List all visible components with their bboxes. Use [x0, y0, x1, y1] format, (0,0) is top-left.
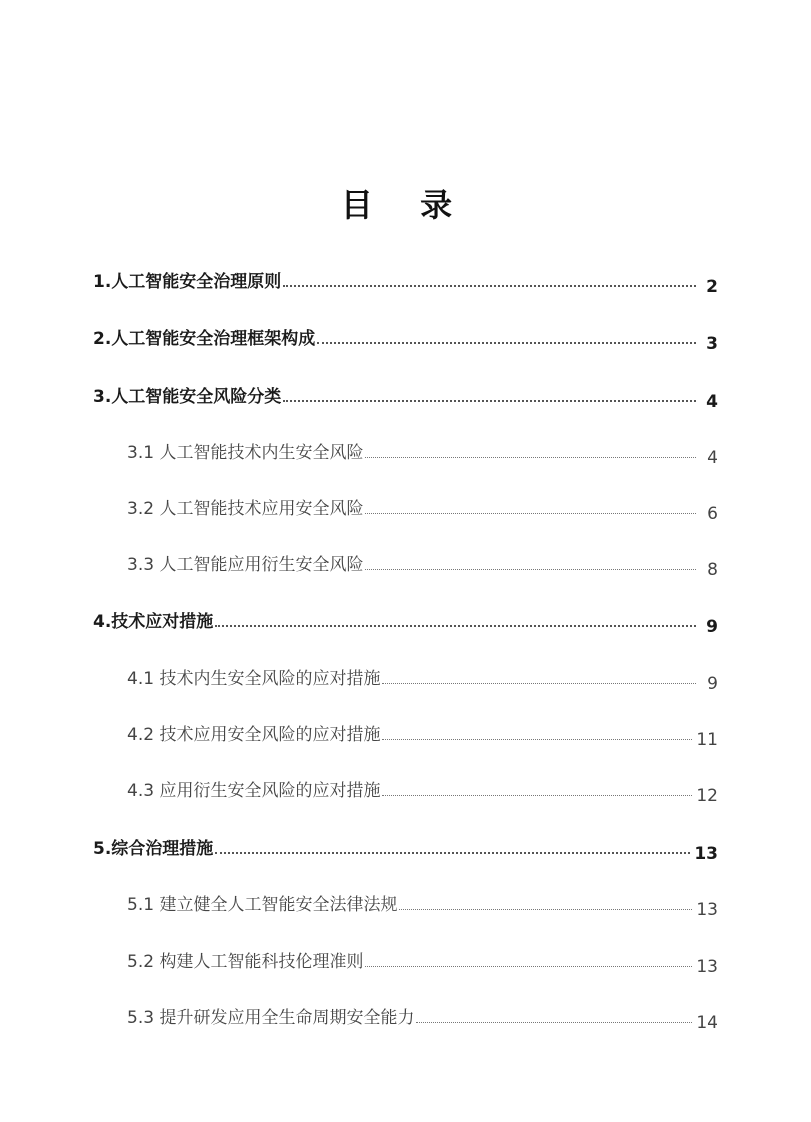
toc-entry-label: 5.3 提升研发应用全生命周期安全能力 [127, 1008, 415, 1028]
toc-entry-label: 4.3 应用衍生安全风险的应对措施 [127, 781, 381, 801]
toc-entry-2[interactable] [93, 321, 718, 354]
toc-leader-dots [317, 342, 696, 344]
toc-entry-page: 13 [694, 844, 718, 864]
toc-entry-label: 4.2 技术应用安全风险的应对措施 [127, 725, 381, 745]
toc-entry-label: 3.3 人工智能应用衍生安全风险 [127, 555, 364, 575]
toc-leader-dots [382, 739, 692, 740]
toc-leader-dots [365, 513, 696, 514]
toc-entry-label: 5.2 构建人工智能科技伦理准则 [127, 952, 364, 972]
toc-entry-5-3[interactable] [127, 1000, 718, 1033]
toc-entry-page: 14 [696, 1013, 718, 1033]
toc-entry-page: 2 [706, 277, 718, 297]
toc-entry-label: 4.技术应对措施 [93, 612, 214, 632]
toc-entry-1[interactable] [93, 264, 718, 297]
toc-entry-3-2[interactable] [127, 491, 718, 524]
toc-entry-page: 9 [706, 617, 718, 637]
toc-leader-dots [365, 569, 696, 570]
toc-entry-3-1[interactable] [127, 435, 718, 468]
toc-entry-page: 12 [696, 786, 718, 806]
toc-entry-5-2[interactable] [127, 944, 718, 977]
toc-entry-4-2[interactable] [127, 717, 718, 750]
toc-entry-3-3[interactable] [127, 547, 718, 580]
page-title: 目 录 [340, 186, 471, 224]
toc-entry-page: 8 [707, 560, 718, 580]
toc-entry-page: 13 [696, 900, 718, 920]
toc-entry-label: 1.人工智能安全治理原则 [93, 272, 282, 292]
toc-leader-dots [382, 683, 696, 684]
toc-entry-4-3[interactable] [127, 773, 718, 806]
toc-entry-page: 11 [696, 730, 718, 750]
toc-leader-dots [399, 909, 692, 910]
toc-entry-label: 4.1 技术内生安全风险的应对措施 [127, 669, 381, 689]
toc-leader-dots [365, 966, 692, 967]
toc-entry-page: 4 [707, 448, 718, 468]
toc-entry-label: 3.人工智能安全风险分类 [93, 387, 282, 407]
toc-entry-label: 5.综合治理措施 [93, 839, 214, 859]
toc-entry-4[interactable] [93, 604, 718, 637]
toc-entry-4-1[interactable] [127, 661, 718, 694]
toc-leader-dots [215, 625, 696, 627]
toc-leader-dots [382, 795, 692, 796]
toc-entry-3[interactable] [93, 379, 718, 412]
toc-entry-page: 6 [707, 504, 718, 524]
toc-entry-label: 2.人工智能安全治理框架构成 [93, 329, 316, 349]
toc-entry-5-1[interactable] [127, 887, 718, 920]
toc-entry-page: 13 [696, 957, 718, 977]
toc-entry-label: 3.1 人工智能技术内生安全风险 [127, 443, 364, 463]
toc-leader-dots [416, 1022, 692, 1023]
toc-leader-dots [283, 285, 696, 287]
toc-entry-page: 4 [706, 392, 718, 412]
toc-entry-page: 9 [707, 674, 718, 694]
toc-entry-5[interactable] [93, 831, 718, 864]
toc-entry-label: 5.1 建立健全人工智能安全法律法规 [127, 895, 398, 915]
toc-leader-dots [283, 400, 696, 402]
toc-leader-dots [365, 457, 696, 458]
toc-entry-label: 3.2 人工智能技术应用安全风险 [127, 499, 364, 519]
toc-entry-page: 3 [706, 334, 718, 354]
toc-leader-dots [215, 852, 690, 854]
